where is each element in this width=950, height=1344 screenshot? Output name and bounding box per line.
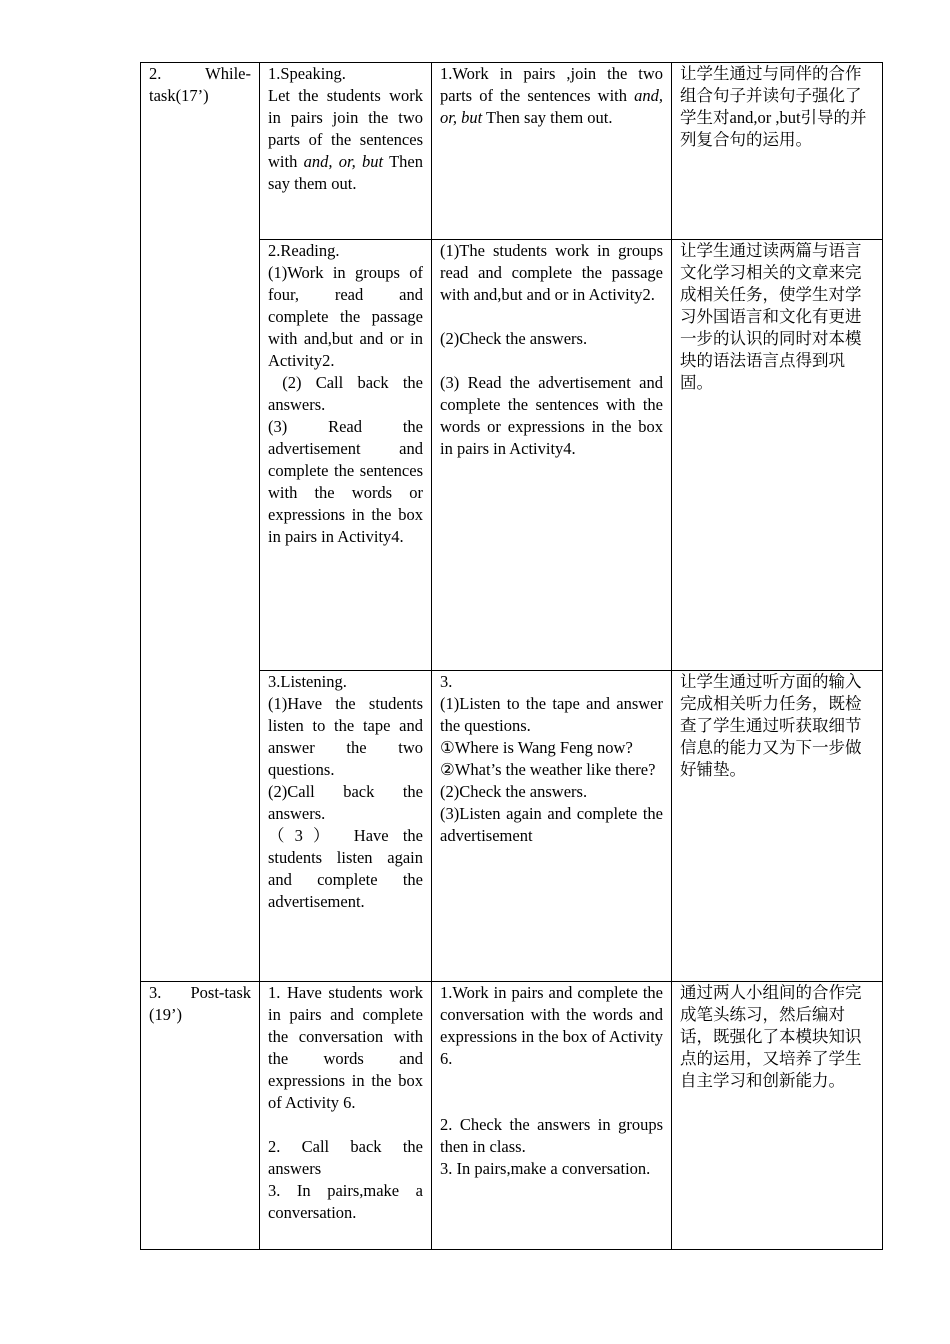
lesson-plan-table [140, 62, 883, 1250]
cell-paragraph: (2) Call back the answers. [268, 373, 428, 414]
purpose-cell: 通过两人小组间的合作完成笔头练习，然后编对话，既强化了本模块知识点的运用，又培养了学生自主学习和创新能力。 [672, 982, 883, 1250]
student-activity-cell [432, 982, 672, 1250]
cell-paragraph: 1.Work in pairs and complete the conversation with the words and expressions in the box of Activity 6. [440, 983, 668, 1068]
cell-paragraph: (2)Call back the answers. [268, 782, 428, 823]
cell-paragraph: (2)Check the answers. [440, 782, 588, 801]
cell-paragraph: Let the students work in pairs join the two parts of the sentences with and, or, but Then say them out. [268, 86, 428, 193]
cell-paragraph [440, 1092, 663, 1114]
purpose-cell: 让学生通过与同伴的合作组合句子并读句子强化了学生对and,or ,but引导的并列复合句的运用。 [672, 63, 883, 240]
purpose-cell: 让学生通过读两篇与语言文化学习相关的文章来完成相关任务，使学生对学习外国语言和文化有更进一步的认识的同时对本模块的语法语言点得到巩固。 [672, 240, 883, 671]
teacher-activity-cell [260, 982, 432, 1250]
student-activity-cell [432, 240, 672, 671]
student-activity-cell [432, 671, 672, 982]
cell-paragraph: (3) Read the advertisement and complete the sentences with the words or expressions in the box in pairs in Activity4. [440, 373, 668, 458]
teacher-activity-cell [260, 240, 432, 671]
stage-cell: 3. Post-task (19’) [141, 982, 260, 1250]
cell-paragraph: (1)Have the students listen to the tape and answer the two questions. [268, 694, 428, 779]
cell-paragraph: 1.Work in pairs ,join the two parts of the sentences with and, or, but Then say them out. [440, 64, 668, 127]
table-row [141, 982, 883, 1250]
cell-paragraph [440, 1070, 663, 1092]
cell-paragraph: (1)The students work in groups read and complete the passage with and,but and or in Activity2. [440, 241, 668, 304]
teacher-activity-cell [260, 671, 432, 982]
cell-paragraph: 2. Check the answers in groups then in class. [440, 1115, 668, 1156]
cell-paragraph: (3)Listen again and complete the advertisement [440, 804, 668, 845]
cell-paragraph: 2.Reading. [268, 241, 340, 260]
cell-paragraph [268, 1114, 423, 1136]
purpose-cell: 让学生通过听方面的输入完成相关听力任务，既检查了学生通过听获取细节信息的能力又为下一步做好铺垫。 [672, 671, 883, 982]
cell-paragraph: ①Where is Wang Feng now? [440, 738, 633, 757]
cell-paragraph: 3.Listening. [268, 672, 347, 691]
cell-paragraph: (3) Read the advertisement and complete the sentences with the words or expressions in the box in pairs in Activity4. [268, 417, 428, 546]
cell-paragraph: 1. Have students work in pairs and complete the conversation with the words and expressions in the box of Activity 6. [268, 983, 428, 1112]
cell-paragraph: 3. In pairs,make a conversation. [268, 1181, 428, 1222]
student-activity-cell [432, 63, 672, 240]
cell-paragraph: (2)Check the answers. [440, 329, 588, 348]
cell-paragraph: (1)Listen to the tape and answer the questions. [440, 694, 668, 735]
cell-paragraph: 3. [440, 672, 453, 691]
cell-paragraph [440, 350, 663, 372]
cell-paragraph: 3. In pairs,make a conversation. [440, 1159, 651, 1178]
cell-paragraph: (1)Work in groups of four, read and complete the passage with and,but and or in Activity2. [268, 263, 428, 370]
cell-paragraph: ②What’s the weather like there? [440, 760, 656, 779]
cell-paragraph [440, 306, 663, 328]
cell-paragraph: 1.Speaking. [268, 64, 346, 83]
stage-cell: 2. While-task(17’) [141, 63, 260, 982]
teacher-activity-cell [260, 63, 432, 240]
table-row [141, 63, 883, 240]
cell-paragraph: 2. Call back the answers [268, 1137, 428, 1178]
cell-paragraph: （3） Have the students listen again and complete the advertisement. [268, 826, 428, 911]
